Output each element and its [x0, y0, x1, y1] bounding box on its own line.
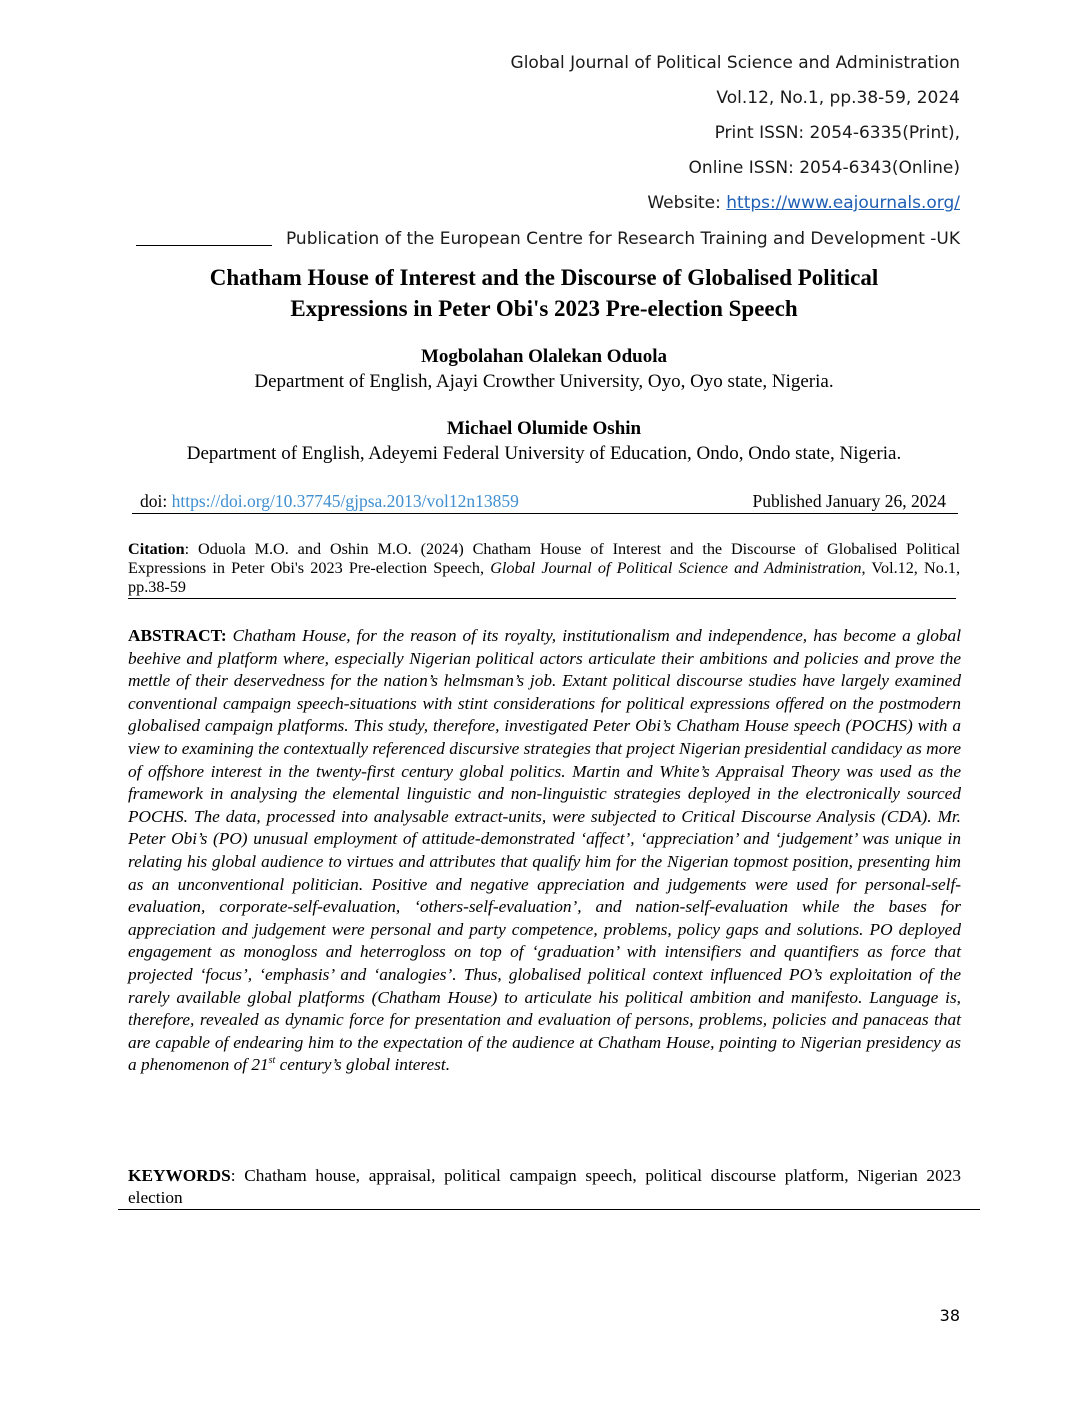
citation-label: Citation [128, 540, 185, 558]
title-line-2: Expressions in Peter Obi's 2023 Pre-election Speech [290, 296, 798, 321]
journal-name: Global Journal of Political Science and Administration [510, 53, 960, 73]
doi [140, 491, 519, 511]
citation-text: : Oduola M.O. and Oshin M.O. (2024) Chatham House of Interest and the Discourse of Globalised Political Expressions in Peter Obi's 2023 Pre-election Speech, [128, 540, 960, 577]
abstract-label: ABSTRACT: [128, 626, 233, 645]
doi-row [140, 491, 946, 511]
abstract-text: Chatham House, for the reason of its royalty, institutionalism and independence, has become a global beehive and platform where, especially Nigerian political actors articulate their ambitions and policies and prove the mettle of their deservedness for the nation’s helmsman’s job. Extant political discourse studies have largely examined conventional campaign speech-situations with stint considerations for political expressions offered on the postmodern globalised campaign platforms. This study, therefore, investigated Peter Obi’s Chatham House speech (POCHS) with a view to examining the contextually referenced discursive strategies that project Nigerian presidential candidacy as more of offshore interest in the twenty-first century global politics. Martin and White’s Appraisal Theory was used as the framework in analysing the elemental linguistic and non-linguistic strategies deployed in the electronically sourced POCHS. The data, processed into analysable extract-units, were subjected to Critical Discourse Analysis (CDA). Mr. Peter Obi’s (PO) unusual employment of attitude-demonstrated ‘affect’, ‘appreciation’ and ‘judgement’ was unique in relating his global audience to virtues and attributes that qualify him for the Nigerian topmost position, presenting him as an unconventional politician. Positive and negative appreciation and judgements were used for personal-self-evaluation, corporate-self-evaluation, ‘others-self-evaluation’, and nation-self-evaluation while the bases for appreciation and judgement were personal and party competence, problems, policy gaps and solutions. PO deployed engagement as monogloss and heterrogloss on top of ‘graduation’ with intensifiers and quantifiers as force that projected ‘focus’, ‘emphasis’ and ‘analogies’. Thus, globalised political context influenced PO’s exploitation of the rarely available global platforms (Chatham House) to articulate his political ambition and manifesto. Language is, therefore, revealed as dynamic force for presentation and evaluation of persons, problems, policies and panaceas that are capable of endearing him to the expectation of the audience at Chatham House, pointing to Nigerian presidency as a phenomenon of 21 [128, 626, 961, 1075]
title-line-1: Chatham House of Interest and the Discourse of Globalised Political [209, 265, 879, 290]
published-date: Published January 26, 2024 [752, 491, 946, 511]
author-2-name: Michael Olumide Oshin [446, 418, 642, 439]
publisher-line: Publication of the European Centre for Research Training and Development -UK [285, 229, 960, 249]
abstract-end: century’s global interest. [275, 1055, 451, 1075]
doi-rule [132, 513, 958, 514]
abstract [128, 625, 961, 1077]
header-rule [136, 245, 272, 246]
doi-label: doi: [140, 491, 172, 511]
author-1-name: Mogbolahan Olalekan Oduola [420, 346, 667, 367]
keywords-rule [118, 1209, 980, 1210]
citation-journal: Global Journal of Political Science and Administration [490, 559, 862, 577]
website-label: Website: [647, 193, 727, 213]
volume-info: Vol.12, No.1, pp.38-59, 2024 [716, 88, 960, 108]
website-link[interactable]: https://www.eajournals.org/ [726, 193, 960, 213]
keywords-label: KEYWORDS [128, 1166, 231, 1185]
abstract-superscript: st [268, 1055, 276, 1067]
online-issn: Online ISSN: 2054-6343(Online) [688, 158, 960, 178]
print-issn: Print ISSN: 2054-6335(Print), [714, 123, 960, 143]
page-number: 38 [939, 1306, 960, 1325]
author-2-affiliation: Department of English, Adeyemi Federal University of Education, Ondo, Ondo state, Nigeria. [186, 443, 902, 464]
keywords [128, 1165, 961, 1209]
author-1-affiliation: Department of English, Ajayi Crowther University, Oyo, Oyo state, Nigeria. [254, 371, 834, 392]
website-line [647, 193, 960, 213]
doi-link[interactable]: https://doi.org/10.37745/gjpsa.2013/vol12n13859 [171, 491, 519, 511]
keywords-text: : Chatham house, appraisal, political campaign speech, political discourse platform, Nigerian 2023 election [128, 1166, 961, 1207]
citation-volume: , Vol.12, No.1, pp.38-59 [128, 559, 961, 596]
citation [128, 540, 960, 597]
citation-rule [128, 598, 956, 599]
paper-title [0, 262, 1088, 324]
